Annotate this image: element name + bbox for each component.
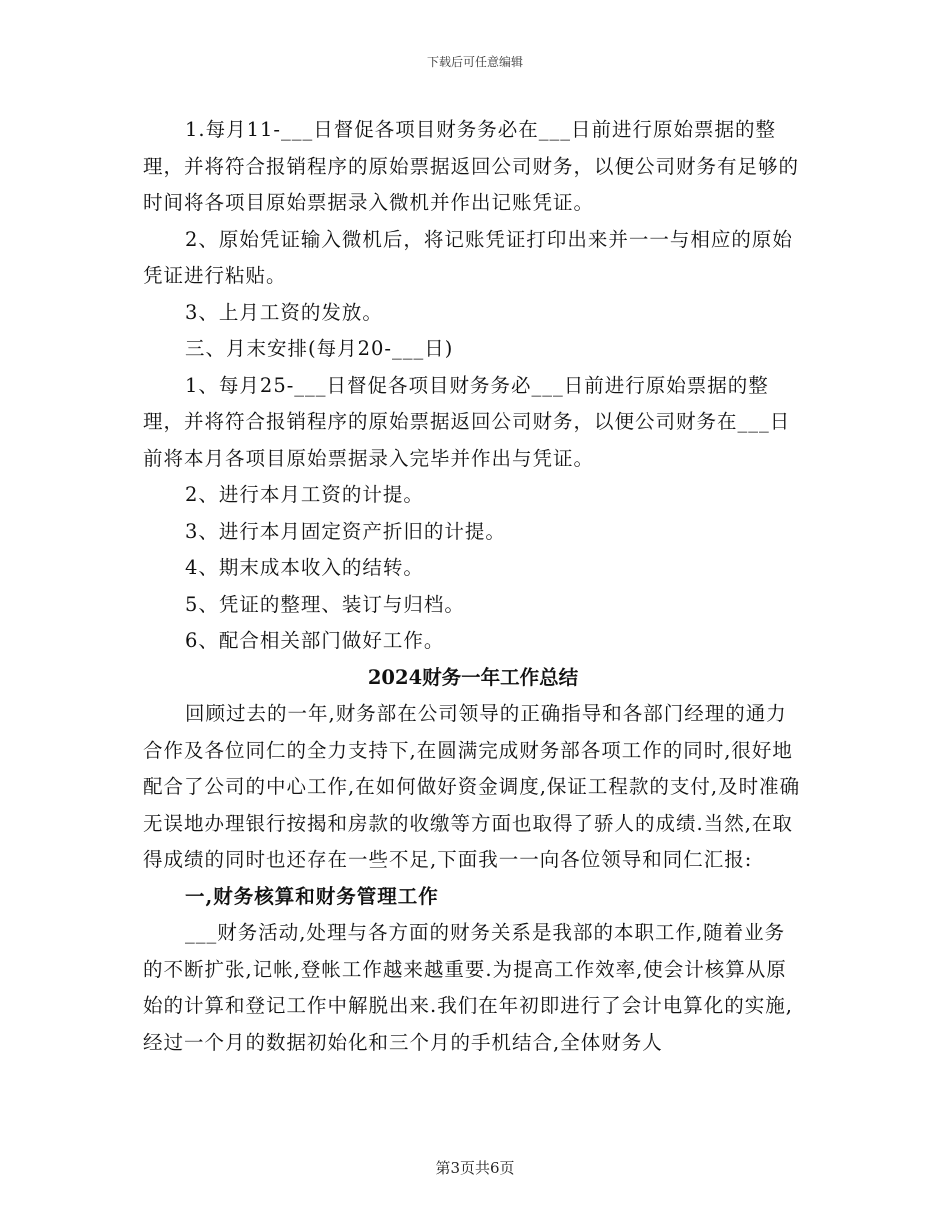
paragraph: 3、进行本月固定资产折旧的计提。 [185,519,506,543]
paragraph: 回顾过去的一年,财务部在公司领导的正确指导和各部门经理的通力合作及各位同仁的全力支持下,在圆满完成财务部各项工作的同时,很好地配合了公司的中心工作,在如何做好资金调度,保证工程款的支付,及时准确无误地办理银行按揭和房款的收缴等方面也取得了骄人的成绩.当然,在取得成绩的同时也还存在一些不足,下面我一一向各位领导和同仁汇报: [143,702,801,871]
section-heading: 一,财务核算和财务管理工作 [185,884,439,908]
page-footer: 第3页共6页 [435,1159,515,1177]
paragraph: 5、凭证的整理、装订与归档。 [185,592,465,616]
paragraph: ___财务活动,处理与各方面的财务关系是我部的本职工作,随着业务的不断扩张,记帐,登帐工作越来越重要.为提高工作效率,使会计核算从原始的计算和登记工作中解脱出来.我们在年初即进行了会计电算化的实施,经过一个月的数据初始化和三个月的手机结合,全体财务人 [143,921,793,1054]
paragraph: 1.每月11-___日督促各项目财务务必在___日前进行原始票据的整理，并将符合报销程序的原始票据返回公司财务，以便公司财务有足够的时间将各项目原始票据录入微机并作出记账凭证。 [143,118,800,214]
paragraph: 6、配合相关部门做好工作。 [185,629,445,652]
paragraph: 3、上月工资的发放。 [185,300,383,324]
document-title: 2024财务一年工作总结 [367,665,579,689]
paragraph: 2、进行本月工资的计提。 [185,483,424,506]
section-heading: 三、月末安排(每月20-___日) [185,337,454,360]
page-header: 下载后可任意编辑 [426,55,523,69]
document-body [143,112,803,1061]
paragraph: 2、原始凭证输入微机后，将记账凭证打印出来并一一与相应的原始凭证进行粘贴。 [143,227,793,287]
paragraph: 4、期末成本收入的结转。 [185,556,424,579]
paragraph: 1、每月25-___日督促各项目财务务必___日前进行原始票据的整理，并将符合报销程序的原始票据返回公司财务，以便公司财务在___日前将本月各项目原始票据录入完毕并作出与凭证。 [143,373,791,470]
